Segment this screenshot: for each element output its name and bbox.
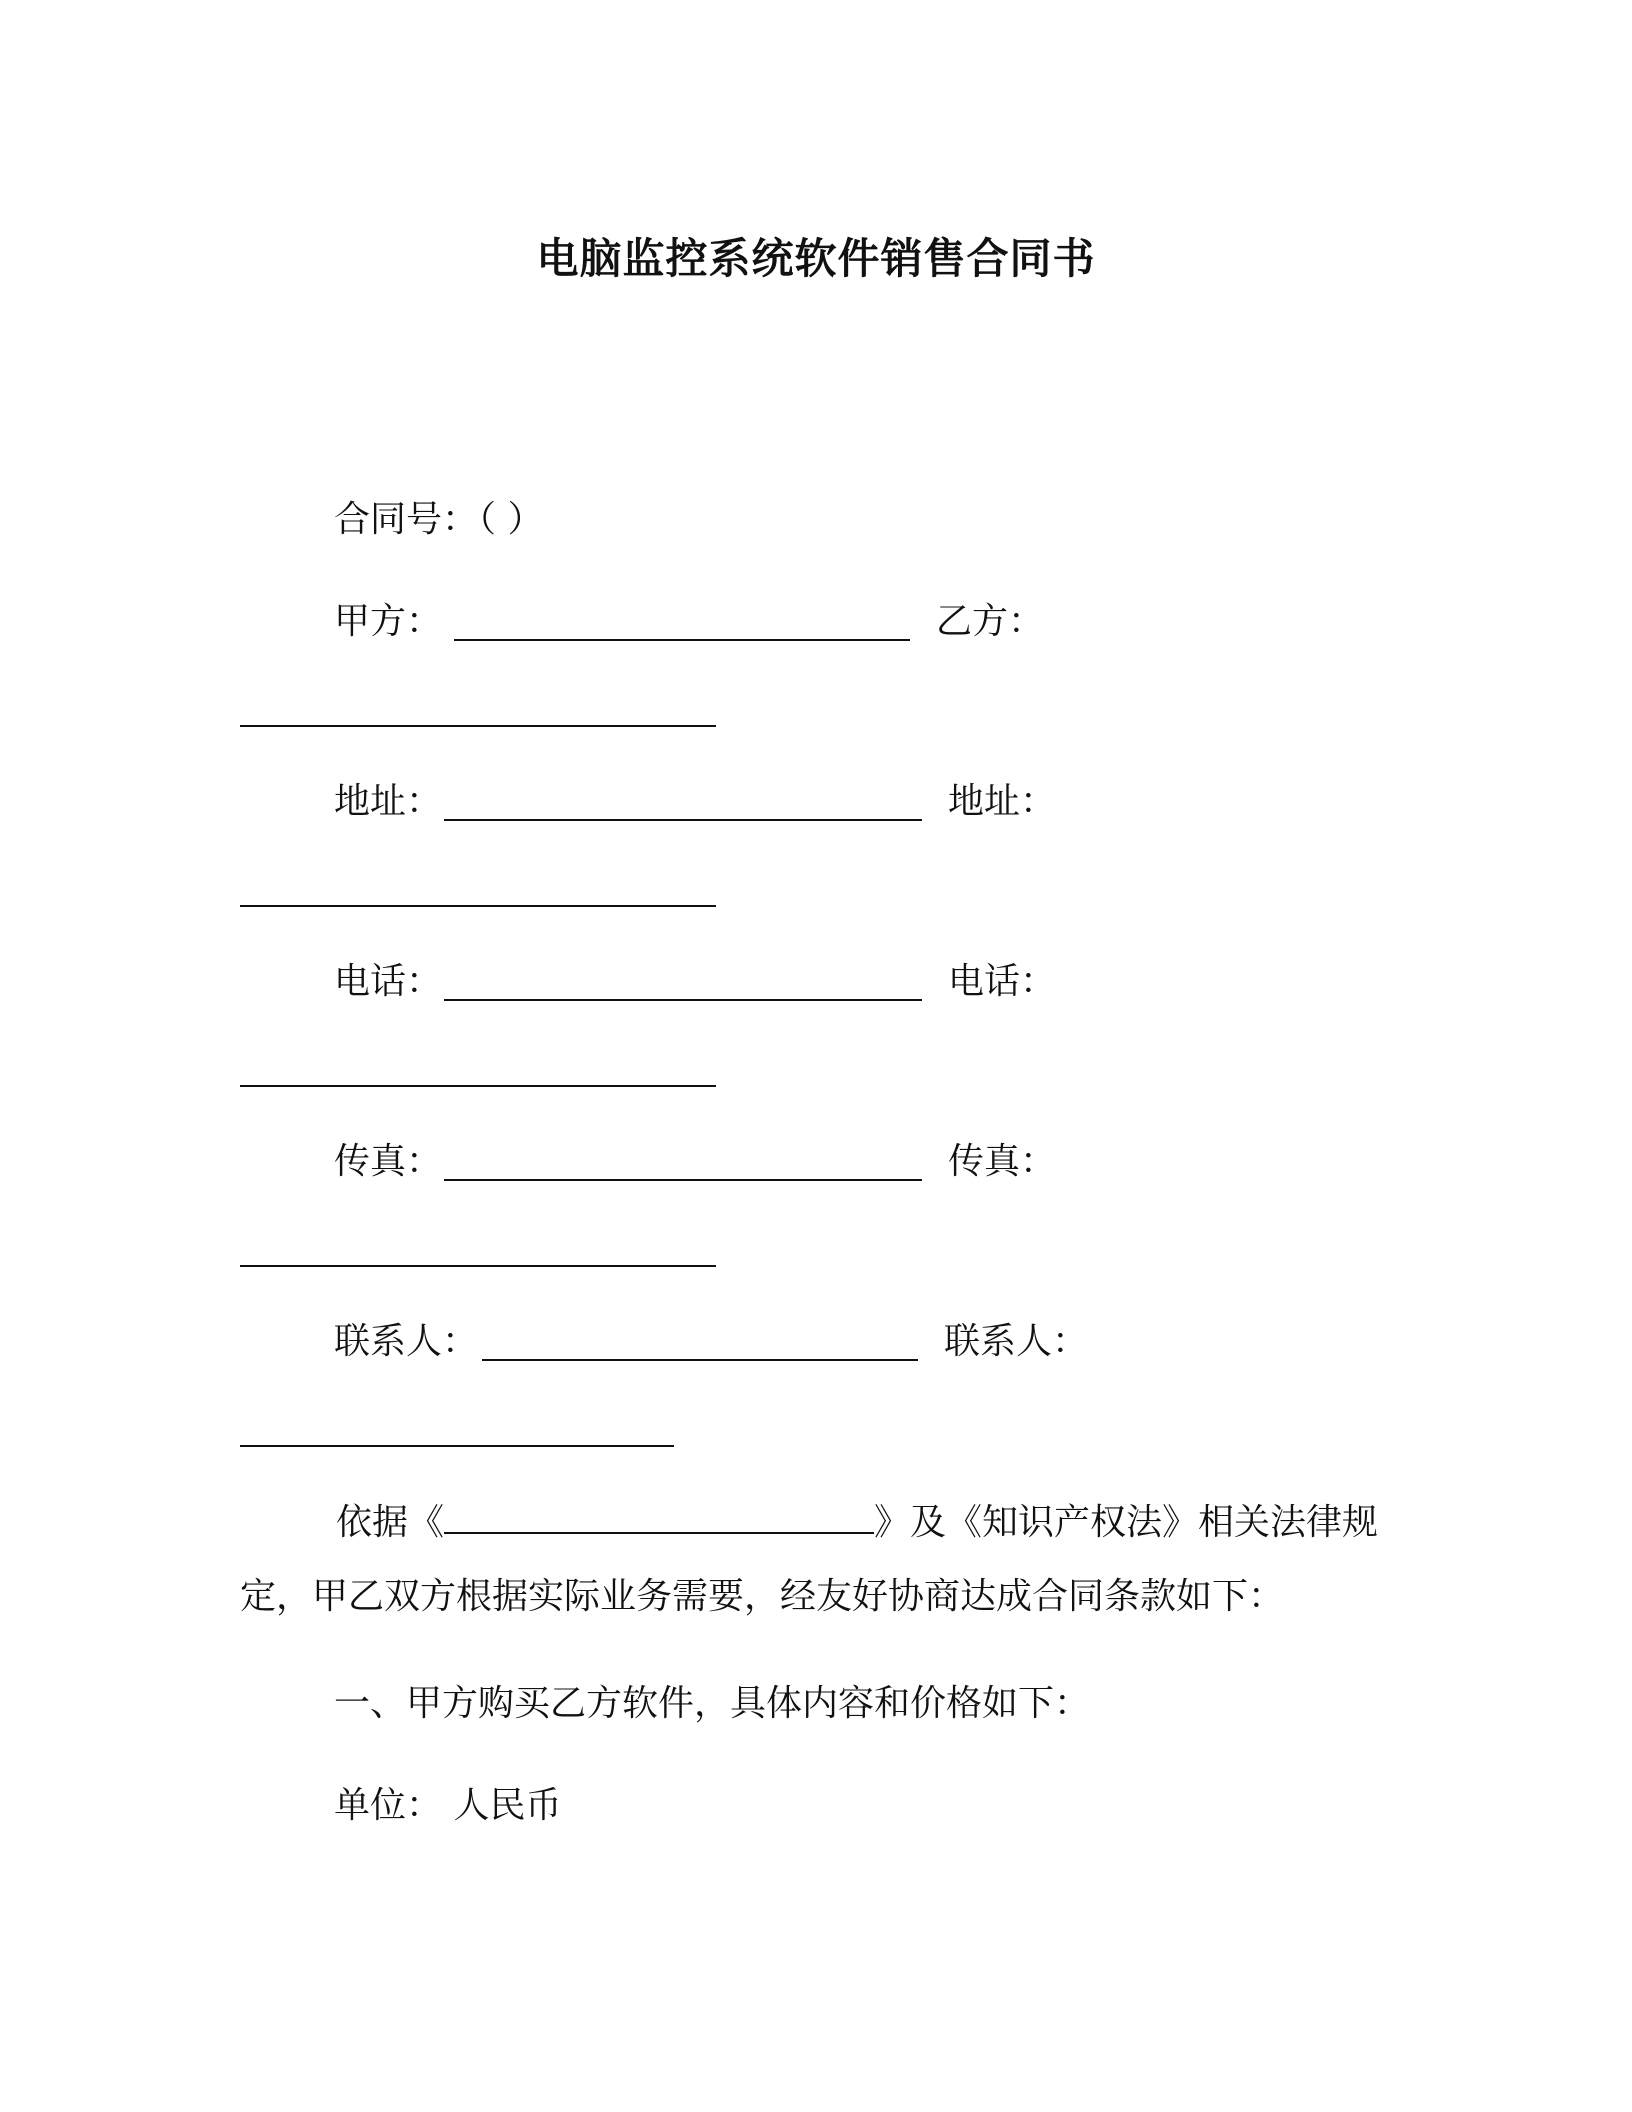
contact-a-label: 联系人： [334,1321,479,1362]
fax-b-label: 传真： [948,1141,1057,1182]
contact-a-blank[interactable] [482,1358,918,1361]
phone-b-blank[interactable] [240,1084,716,1087]
contact-b-blank[interactable] [240,1444,674,1447]
party-b-blank[interactable] [240,724,716,727]
fax-a-blank[interactable] [444,1178,922,1181]
page-title: 电脑监控系统软件销售合同书 [536,234,1096,283]
address-a-blank[interactable] [444,818,922,821]
currency-unit: 单位： 人民币 [334,1785,562,1826]
basis-suffix: 》及《知识产权法》相关法律规定，甲乙双方根据实际业务需要，经友好协商达成合同条款如下： [240,1502,1379,1617]
party-a-label: 甲方： [334,601,443,642]
address-b-blank[interactable] [240,904,716,907]
basis-prefix: 依据《 [336,1502,445,1543]
address-b-label: 地址： [948,781,1057,822]
fax-b-blank[interactable] [240,1264,716,1267]
phone-a-blank[interactable] [444,998,922,1001]
address-a-label: 地址： [334,781,443,822]
contact-b-label: 联系人： [944,1321,1089,1362]
party-a-blank[interactable] [454,638,910,641]
party-b-label: 乙方： [936,601,1045,642]
fax-a-label: 传真： [334,1141,443,1182]
law-name-blank[interactable] [444,1531,874,1534]
legal-basis-paragraph [240,1486,1400,1634]
phone-a-label: 电话： [334,961,443,1002]
clause-1: 一、甲方购买乙方软件，具体内容和价格如下： [334,1683,1091,1724]
phone-b-label: 电话： [948,961,1057,1002]
contract-number: 合同号：（ ） [334,499,544,540]
